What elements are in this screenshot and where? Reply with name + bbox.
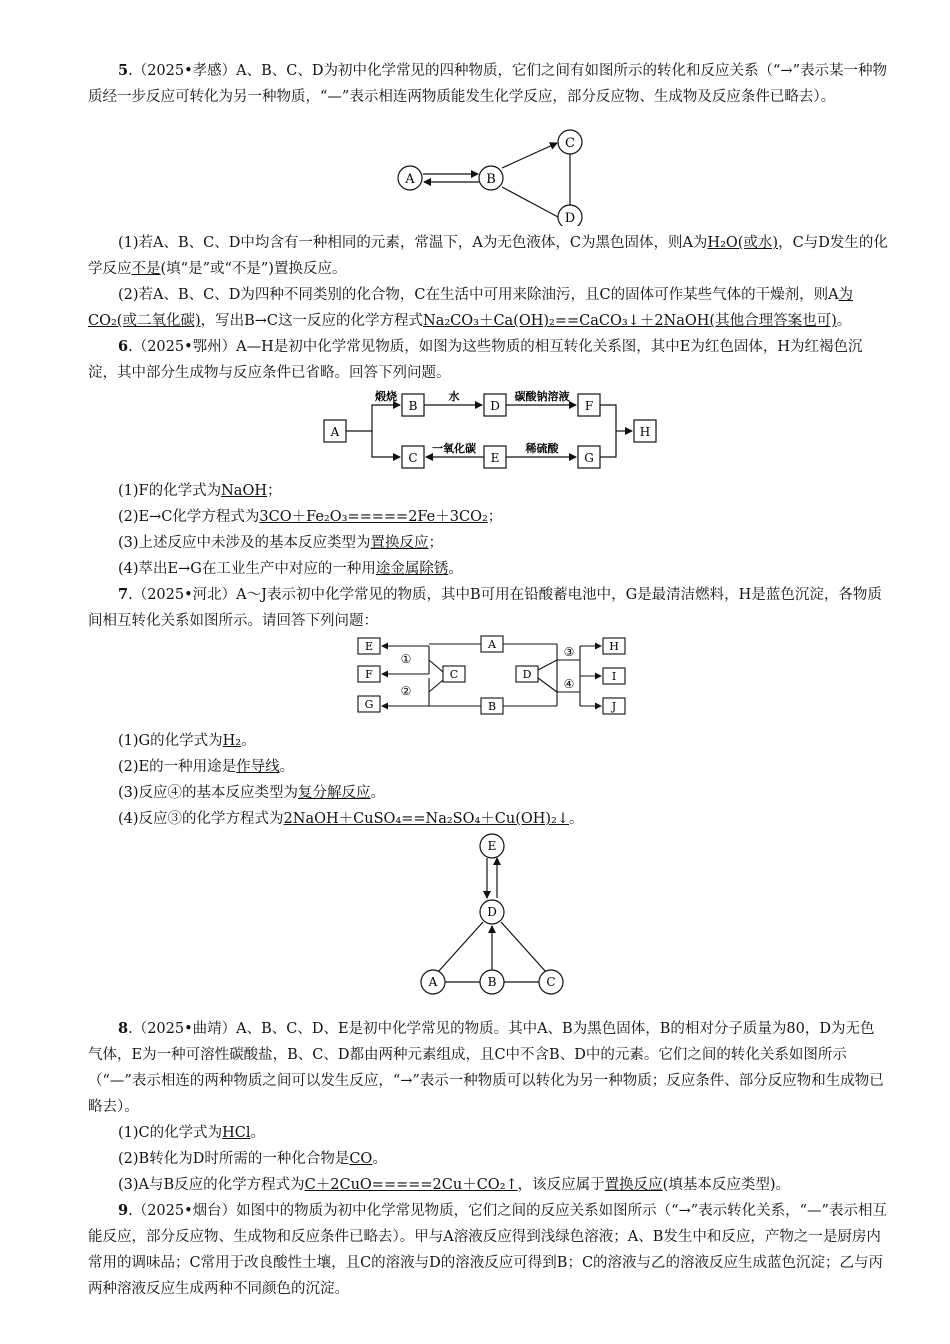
q7-reaction-4: ④ (563, 677, 575, 691)
worksheet-page (88, 58, 888, 1302)
q7-part2: (2)E的一种用途是作导线。 (118, 759, 295, 775)
q5-label-c: C (565, 136, 575, 151)
q7-stem: 7.（2025•河北）A～J表示初中化学常见的物质，其中B可用在铅酸蓄电池中，G是最清洁燃料，H是蓝色沉淀，各物质间相互转化关系如图所示。请回答下列问题： (88, 586, 882, 629)
q8-answer-2: CO (349, 1151, 373, 1167)
q6-diagram-svg (88, 386, 888, 474)
q6-cond-carbon-monoxide: 一氧化碳 (432, 442, 476, 455)
q9-number: 9 (118, 1202, 129, 1219)
q8-answer-1: HCl (222, 1125, 251, 1141)
q8-label-a: A (428, 975, 438, 989)
q6-arrow-a-b (346, 405, 400, 431)
q5-arrow-b-to-c (502, 143, 557, 168)
q7-answer-4: 2NaOH＋CuSO₄==Na₂SO₄＋Cu(OH)₂↓ (283, 811, 570, 827)
q7-line-d-3 (538, 660, 557, 670)
q6-answer-3: 置换反应 (370, 535, 429, 551)
q7-reaction-3: ③ (563, 645, 575, 659)
q5-part1: (1)若A、B、C、D中均含有一种相同的元素，常温下，A为无色液体，C为黑色固体，则A为H₂O(或水)，C与D发生的化学反应不是(填“是”或“不是”)置换反应。 (88, 235, 888, 277)
q6-part2: (2)E→C化学方程式为3CO＋Fe₂O₃=====2Fe＋3CO₂； (118, 509, 503, 525)
q6-arrow-a-c (372, 431, 400, 457)
q7-line-d-4 (538, 678, 557, 692)
q5-part2: (2)若A、B、C、D为四种不同类别的化合物，C在生活中可用来除油污，且C的固体可作某些气体的干燥剂，则A为CO₂(或二氧化碳)，写出B→C这一反应的化学方程式Na₂CO₃＋Ca(OH)₂==CaCO₃↓＋2NaOH(其他合理答案也可)。 (88, 287, 854, 329)
q6-cond-sodium-carbonate: 碳酸钠溶液 (514, 390, 570, 403)
q7-part3: (3)反应④的基本反应类型为复分解反应。 (118, 785, 386, 801)
q5-answer-1a: H₂O(或水) (707, 235, 779, 251)
q6-number: 6 (118, 338, 129, 355)
q7-label-d: D (522, 668, 532, 681)
q7-answer-3: 复分解反应 (298, 785, 371, 801)
q8-part1: (1)C的化学式为HCl。 (118, 1125, 266, 1141)
q8-diagram-svg (88, 832, 888, 998)
q5-answer-2a: 为CO₂(或二氧化碳) (88, 287, 854, 329)
q6-cond-water: 水 (448, 390, 460, 403)
q6-cond-calcine: 煅烧 (375, 390, 397, 403)
q7-answer-2: 作导线 (236, 759, 280, 775)
q6-label-g: G (584, 451, 594, 465)
q5-answer-2b: Na₂CO₃＋Ca(OH)₂==CaCO₃↓＋2NaOH(其他合理答案也可) (423, 313, 837, 329)
q6-part3: (3)上述反应中未涉及的基本反应类型为置换反应； (118, 535, 444, 551)
q7-label-c: C (449, 668, 459, 681)
q7-label-b: B (487, 700, 497, 713)
q7-label-a: A (488, 638, 496, 651)
q5-diagram (88, 110, 888, 226)
q6-label-a: A (330, 425, 340, 439)
q7-answer-1: H₂ (222, 733, 242, 749)
q6-label-f: F (584, 399, 594, 413)
q7-reaction-1: ① (400, 652, 412, 666)
q6-label-h: H (639, 425, 651, 439)
q6-part4: (4)萃出E→G在工业生产中对应的一种用途金属除锈。 (118, 561, 463, 577)
q6-label-d: D (490, 399, 500, 413)
q5-number: 5 (118, 62, 129, 79)
q6-label-e: E (490, 451, 500, 465)
q7-label-i: I (611, 670, 617, 683)
q7-diagram (88, 634, 888, 718)
q7-label-j: J (611, 700, 617, 713)
q8-diagram (88, 832, 888, 998)
q8-line-d-a (438, 922, 483, 972)
q6-label-b: B (408, 399, 418, 413)
q7-line-c-2 (429, 680, 443, 692)
q9-stem: 9.（2025•烟台）如图中的物质为初中化学常见物质，它们之间的反应关系如图所示（“→”表示转化关系，“—”表示相互能反应，部分反应物、生成物和反应条件已略去）。甲与A溶液反应得到浅绿色溶液；A、B发生中和反应，产物之一是厨房内常用的调味品；C常用于改良酸性土壤，且C的溶液与D的溶液反应可得到B；C的溶液与乙的溶液反应生成蓝色沉淀；乙与丙两种溶液反应生成两种不同颜色的沉淀。 (88, 1202, 887, 1297)
q5-label-a: A (405, 172, 415, 187)
q8-part2: (2)B转化为D时所需的一种化合物是CO。 (118, 1151, 387, 1167)
q7-part1: (1)G的化学式为H₂。 (118, 733, 256, 749)
q7-diagram-svg (88, 634, 888, 718)
q6-label-c: C (408, 451, 418, 465)
q5-answer-1b: 不是 (131, 261, 161, 277)
q5-stem: 5.（2025•孝感）A、B、C、D为初中化学常见的四种物质，它们之间有如图所示的转化和反应关系（“→”表示某一种物质经一步反应可转化为另一种物质，“—”表示相连两物质能发生化学反应，部分反应物、生成物及反应条件已略去）。 (88, 62, 887, 105)
q6-answer-4: 途金属除锈 (375, 561, 449, 577)
q7-label-h: H (609, 640, 619, 653)
q6-cond-dilute-sulfuric: 稀硫酸 (525, 442, 559, 455)
q6-diagram (88, 386, 888, 474)
q6-bracket-f-g (600, 405, 616, 457)
q8-answer-3a: C＋2CuO=====2Cu＋CO₂↑ (304, 1177, 518, 1193)
q7-line-c-1 (429, 660, 443, 672)
q6-part1: (1)F的化学式为NaOH； (118, 483, 282, 499)
q7-label-g: G (364, 698, 374, 711)
q8-number: 8 (118, 1020, 129, 1037)
q8-label-b: B (487, 975, 497, 989)
q5-label-d: D (564, 211, 576, 226)
q8-part3: (3)A与B反应的化学方程式为C＋2CuO=====2Cu＋CO₂↑，该反应属于置换反应(填基本反应类型)。 (118, 1177, 790, 1193)
q6-answer-1: NaOH (221, 483, 267, 499)
q7-number: 7 (118, 586, 129, 603)
q8-stem: 8.（2025•曲靖）A、B、C、D、E是初中化学常见的物质。其中A、B为黑色固体，B的相对分子质量为80，D为无色气体，E为一种可溶性碳酸盐，B、C、D都由两种元素组成，且C中不含B、D中的元素。它们之间的转化关系如图所示（“—”表示相连的两种物质之间可以发生反应，“→”表示一种物质可以转化为另一种物质；反应条件、部分反应物和生成物已略去）。 (88, 1020, 884, 1115)
q5-label-b: B (486, 172, 496, 187)
q8-line-d-c (501, 922, 546, 972)
q7-label-e: E (364, 640, 374, 653)
q6-stem: 6.（2025•鄂州）A—H是初中化学常见物质，如图为这些物质的相互转化关系图，其中E为红色固体，H为红褐色沉淀，其中部分生成物与反应条件已省略。回答下列问题。 (88, 338, 863, 381)
q8-label-e: E (487, 839, 497, 853)
q8-answer-3b: 置换反应 (604, 1177, 663, 1193)
q8-label-c: C (546, 975, 556, 989)
q7-part4: (4)反应③的化学方程式为2NaOH＋CuSO₄==Na₂SO₄＋Cu(OH)₂↓。 (118, 811, 584, 827)
q5-line-b-d (502, 187, 558, 217)
q8-label-d: D (487, 905, 497, 919)
q7-label-f: F (365, 668, 373, 681)
q7-reaction-2: ② (400, 684, 412, 698)
q6-answer-2: 3CO＋Fe₂O₃=====2Fe＋3CO₂ (259, 509, 488, 525)
q5-diagram-svg (88, 110, 888, 226)
q7-branch-4-bottom (557, 692, 580, 706)
